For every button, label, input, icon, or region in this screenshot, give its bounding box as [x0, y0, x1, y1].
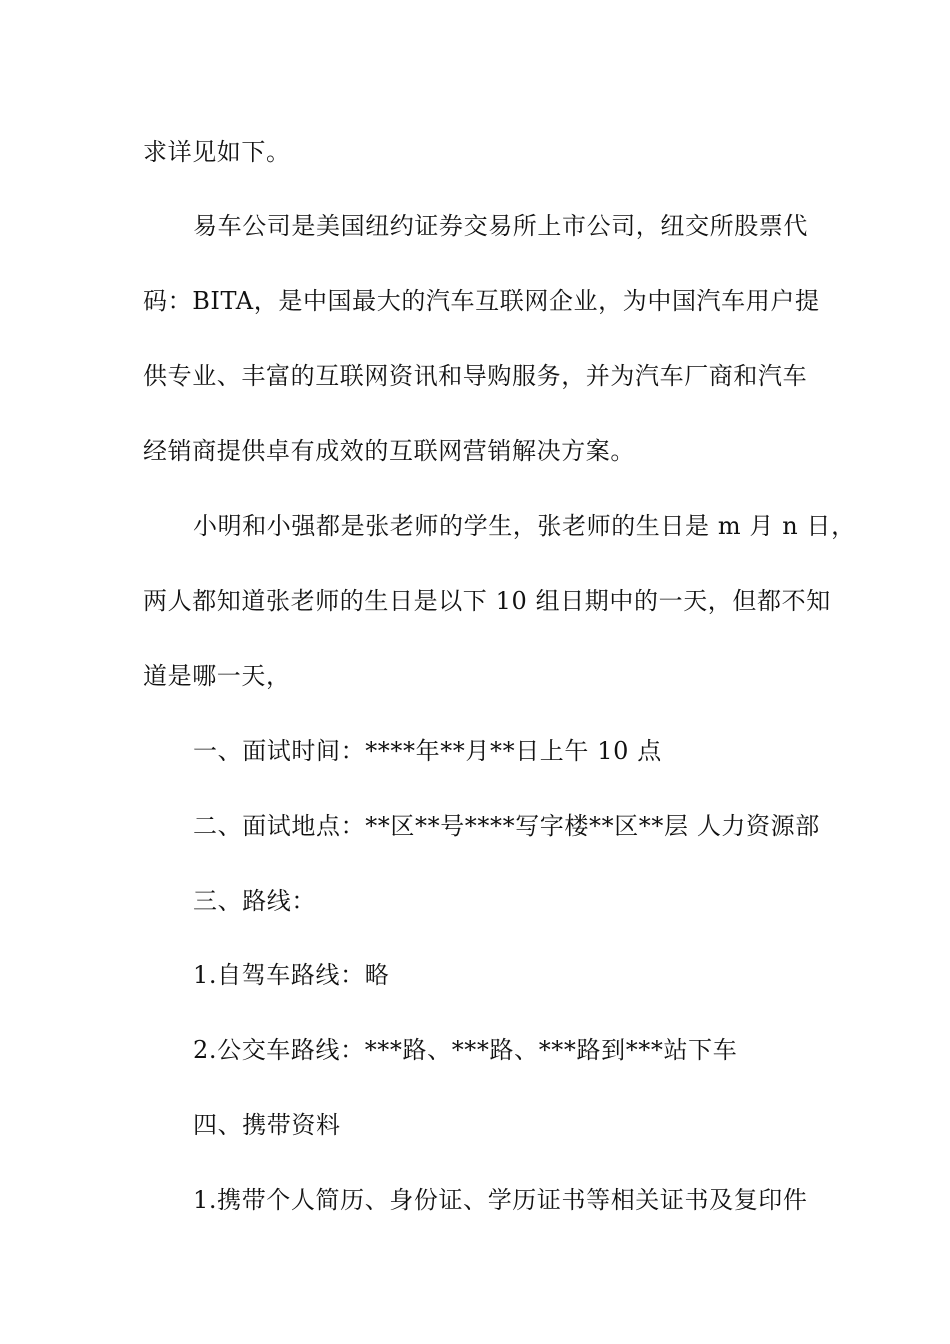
text-line: 两人都知道张老师的生日是以下 10 组日期中的一天，但都不知: [143, 587, 831, 615]
text-line: 三、路线：: [193, 887, 316, 915]
text-line: 2.公交车路线：***路、***路、***路到***站下车: [193, 1036, 738, 1064]
text-line: 四、携带资料: [193, 1111, 341, 1139]
text-line: 一、面试时间：****年**月**日上午 10 点: [193, 737, 662, 765]
text-line: 1.携带个人简历、身份证、学历证书等相关证书及复印件: [193, 1186, 808, 1214]
text-line: 易车公司是美国纽约证券交易所上市公司，纽交所股票代: [193, 212, 808, 240]
text-line: 1.自驾车路线：略: [193, 961, 390, 989]
text-line: 道是哪一天，: [143, 662, 291, 690]
text-line: 求详见如下。: [143, 138, 291, 166]
text-line: 码：BITA，是中国最大的汽车互联网企业，为中国汽车用户提: [143, 287, 820, 315]
text-line: 小明和小强都是张老师的学生，张老师的生日是 m 月 n 日，: [193, 512, 856, 540]
text-line: 供专业、丰富的互联网资讯和导购服务，并为汽车厂商和汽车: [143, 362, 808, 390]
text-line: 二、面试地点：**区**号****写字楼**区**层 人力资源部: [193, 812, 820, 840]
text-line: 经销商提供卓有成效的互联网营销解决方案。: [143, 437, 635, 465]
